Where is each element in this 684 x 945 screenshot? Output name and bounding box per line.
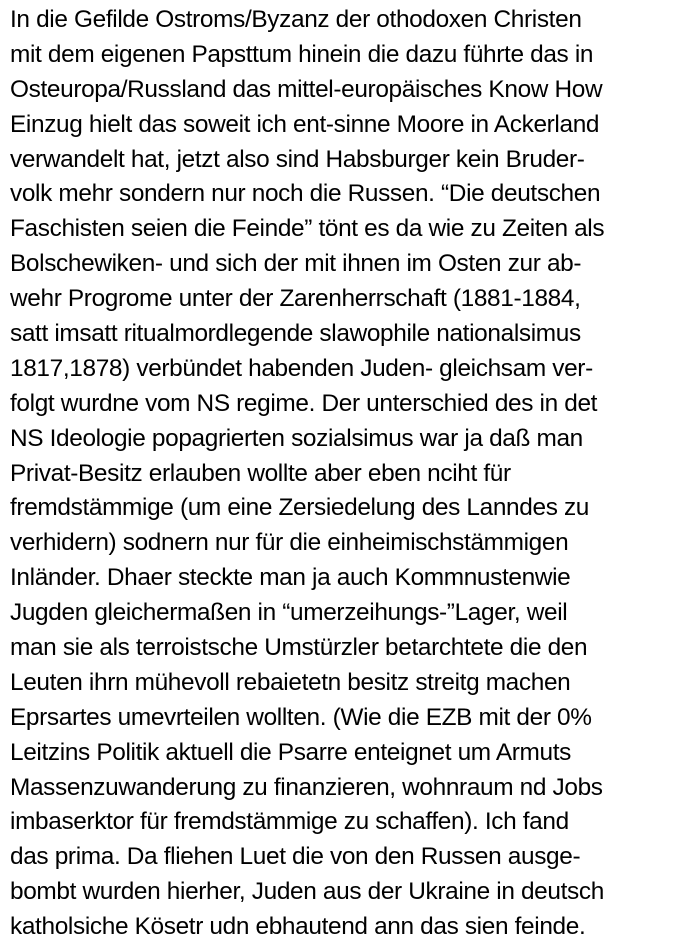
text-line: Jugden gleichermaßen in “umerzeihungs-”Lager, weil (10, 599, 568, 627)
text-line: verwandelt hat, jetzt also sind Habsburger kein Bruder- (10, 145, 585, 173)
text-line: folgt wurdne vom NS regime. Der unterschied des in det (10, 389, 598, 417)
text-line: NS Ideologie popagrierten sozialsimus war ja daß man (10, 424, 583, 452)
text-line: In die Gefilde Ostroms/Byzanz der othodoxen Christen (10, 6, 582, 33)
text-line: Leitzins Politik aktuell die Psarre enteignet um Armuts (10, 738, 571, 766)
text-line: katholsiche Kösetr udn ebhautend ann das sien feinde. (10, 913, 586, 941)
text-line: Bolschewiken- und sich der mit ihnen im Osten zur ab- (10, 250, 582, 278)
text-line: imbaserktor für fremdstämmige zu schaffen). Ich fand (10, 808, 569, 836)
text-line: das prima. Da fliehen Luet die von den Russen ausge- (10, 843, 581, 871)
text-line: Einzug hielt das soweit ich ent-sinne Moore in Ackerland (10, 110, 600, 138)
text-line: mit dem eigenen Papsttum hinein die dazu führte das in (10, 40, 594, 68)
text-line: man sie als terroistsche Umstürzler betarchtete die den (10, 634, 588, 662)
text-line: Faschisten seien die Feinde” tönt es da wie zu Zeiten als (10, 215, 605, 243)
text-line: 1817,1878) verbündet habenden Juden- gleichsam ver- (10, 354, 593, 382)
text-line: Inländer. Dhaer steckte man ja auch Kommnustenwie (10, 564, 571, 592)
text-line: Massenzuwanderung zu finanzieren, wohnraum nd Jobs (10, 773, 603, 801)
text-line: satt imsatt ritualmordlegende slawophile nationalsimus (10, 320, 581, 348)
text-line: Eprsartes umevrteilen wollten. (Wie die EZB mit der 0% (10, 703, 592, 731)
text-line: volk mehr sondern nur noch die Russen. “Die deutschen (10, 180, 601, 208)
text-line: bombt wurden hierher, Juden aus der Ukraine in deutsch (10, 878, 604, 906)
text-line: fremdstämmige (um eine Zersiedelung des Lanndes zu (10, 494, 590, 522)
body-text (10, 3, 678, 945)
text-line: verhidern) sodnern nur für die einheimischstämmigen (10, 529, 569, 557)
text-line: Osteuropa/Russland das mittel-europäisches Know How (10, 75, 603, 103)
text-line: wehr Progrome unter der Zarenherrschaft (1881-1884, (10, 285, 581, 313)
text-line: Leuten ihrn mühevoll rebaietetn besitz streitg machen (10, 668, 571, 696)
text-line: Privat-Besitz erlauben wollte aber eben nciht für (10, 459, 511, 487)
